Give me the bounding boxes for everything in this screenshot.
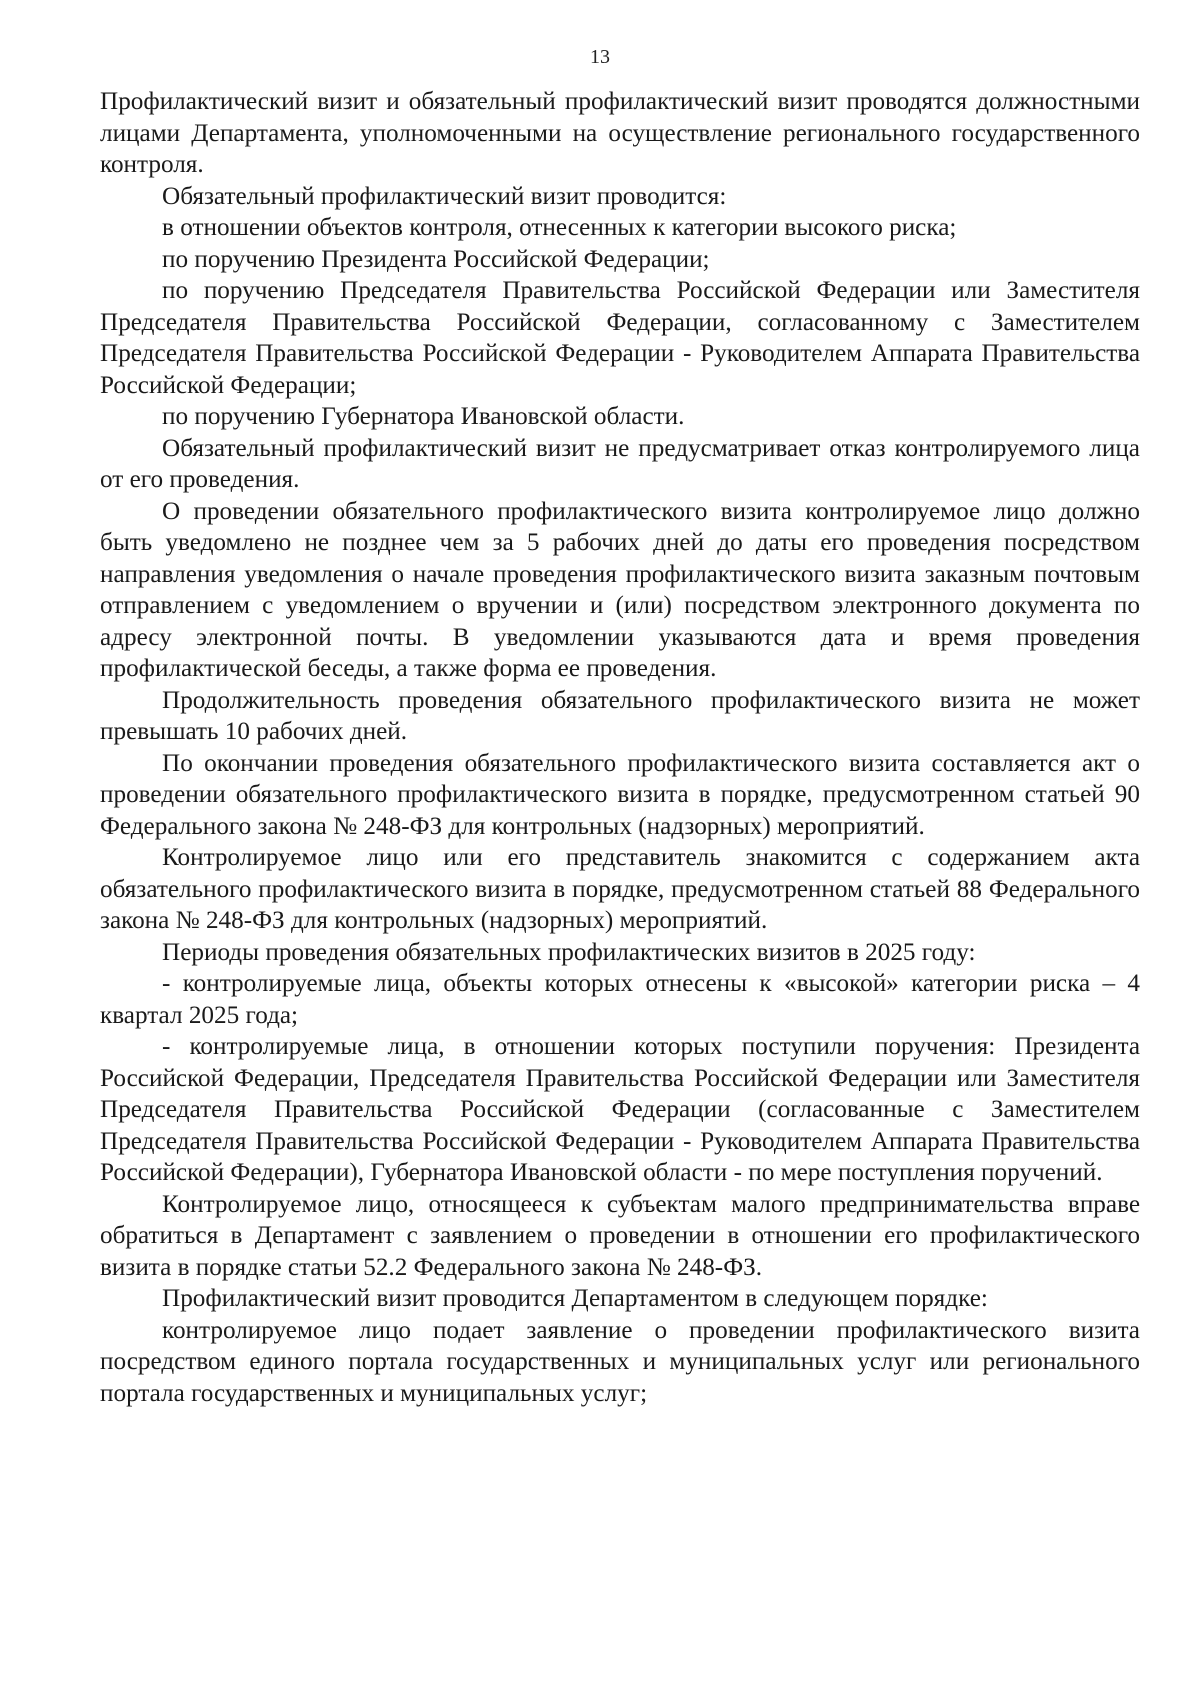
paragraph: по поручению Президента Российской Федерации; (162, 245, 710, 273)
paragraph: По окончании проведения обязательного профилактического визита составляется акт о проведении обязательного профилактического визита в порядке, предусмотренном статьей 90 Федерального закона № 248-ФЗ для контрольных (надзорных) мероприятий. (100, 749, 1140, 840)
document-body (100, 86, 1140, 1409)
paragraph: контролируемое лицо подает заявление о проведении профилактического визита посредством единого портала государственных и муниципальных услуг или регионального портала государственных и муниципальных услуг; (100, 1316, 1140, 1407)
paragraph: по поручению Председателя Правительства Российской Федерации или Заместителя Председателя Правительства Российской Федерации, согласованному с Заместителем Председателя Правительства Российской Федерации - Руководителем Аппарата Правительства Российской Федерации; (100, 277, 1140, 399)
paragraph: Контролируемое лицо или его представитель знакомится с содержанием акта обязательного профилактического визита в порядке, предусмотренном статьей 88 Федерального закона № 248-ФЗ для контрольных (надзорных) мероприятий. (100, 844, 1140, 934)
paragraph: в отношении объектов контроля, отнесенных к категории высокого риска; (162, 214, 957, 241)
paragraph: Обязательный профилактический визит проводится: (162, 182, 727, 210)
paragraph: - контролируемые лица, в отношении которых поступили поручения: Президента Российской Федерации, Председателя Правительства Российской Федерации или Заместителя Председателя Правительства Российской Федерации (согласованные с Заместителем Председателя Правительства Российской Федерации - Руководителем Аппарата Правительства Российской Федерации), Губернатора Ивановской области - по мере поступления поручений. (100, 1033, 1140, 1186)
paragraph: - контролируемые лица, объекты которых отнесены к «высокой» категории риска – 4 квартал 2025 года; (100, 970, 1140, 1029)
paragraph: Обязательный профилактический визит не предусматривает отказ контролируемого лица от его проведения. (100, 434, 1140, 493)
paragraph: Периоды проведения обязательных профилактических визитов в 2025 году: (162, 938, 976, 966)
paragraph: Профилактический визит и обязательный профилактический визит проводятся должностными лицами Департамента, уполномоченными на осуществление регионального государственного контроля. (100, 88, 1140, 178)
paragraph: Продолжительность проведения обязательного профилактического визита не может превышать 10 рабочих дней. (100, 686, 1140, 745)
paragraph: Профилактический визит проводится Департаментом в следующем порядке: (162, 1285, 988, 1312)
paragraph: по поручению Губернатора Ивановской области. (162, 403, 685, 430)
paragraph: О проведении обязательного профилактического визита контролируемое лицо должно быть уведомлено не позднее чем за 5 рабочих дней до даты его проведения посредством направления уведомления о начале проведения профилактического визита заказным почтовым отправлением с уведомлением о вручении и (или) посредством электронного документа по адресу электронной почты. В уведомлении указываются дата и время проведения профилактической беседы, а также форма ее проведения. (100, 497, 1140, 682)
page-number: 13 (590, 46, 610, 68)
paragraph: Контролируемое лицо, относящееся к субъектам малого предпринимательства вправе обратиться в Департамент с заявлением о проведении в отношении его профилактического визита в порядке статьи 52.2 Федерального закона № 248-ФЗ. (100, 1190, 1140, 1281)
